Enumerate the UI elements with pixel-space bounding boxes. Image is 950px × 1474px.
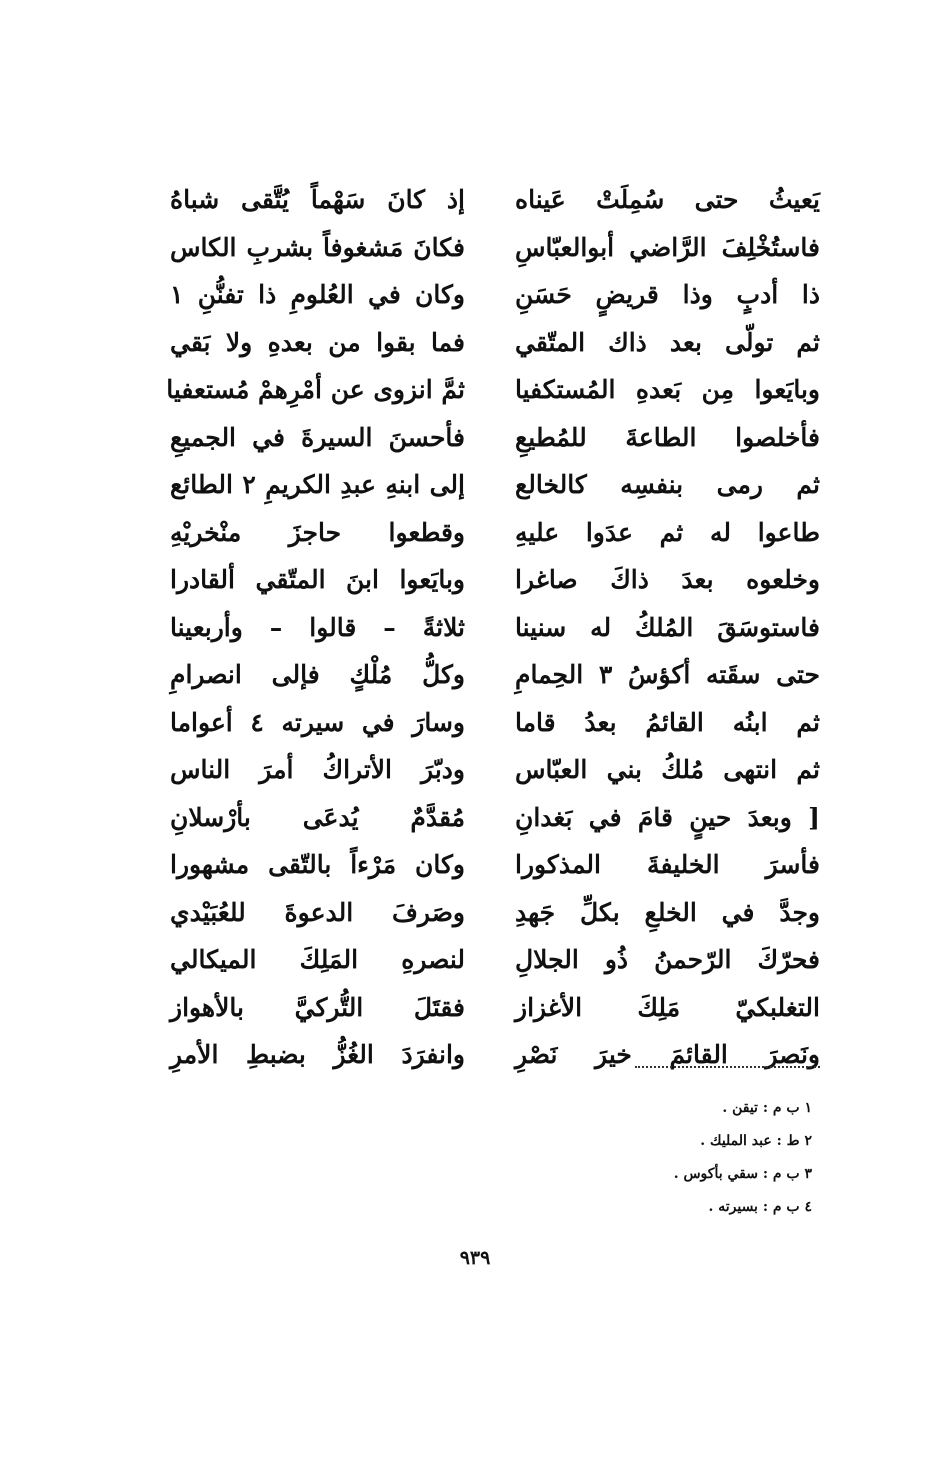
- verse-second-hemistich: ثلاثةً – قالوا – وأربعينا: [170, 612, 465, 642]
- verse-second-hemistich: ودبّرَ الأتراكُ أمرَ الناس: [170, 755, 465, 785]
- footnote: ٢ ط : عبد المليك .: [700, 1133, 812, 1149]
- verse-row: [170, 794, 820, 842]
- verse-first-hemistich: فأخلصوا الطاعةَ للمُطيعِ: [515, 422, 820, 452]
- verse-first-hemistich: ذا أدبٍ وذا قريضٍ حَسَنِ: [515, 280, 820, 310]
- verse-row: [170, 509, 820, 557]
- verse-second-hemistich: وسارَ في سيرته ٤ أعواما: [170, 707, 465, 737]
- verse-first-hemistich: ثم ابنُه القائمُ بعدُ قاما: [515, 707, 820, 737]
- verse-row: [170, 1031, 820, 1079]
- verse-second-hemistich: إذ كانَ سَهْماً يُتَّقى شباهُ: [170, 185, 465, 215]
- verse-row: [170, 556, 820, 604]
- verse-row: [170, 746, 820, 794]
- footnote: ٣ ب م : سقي بأكوس .: [673, 1166, 812, 1182]
- verse-first-hemistich: يَعيثُ حتى سُمِلَتْ عَيناه: [515, 185, 820, 215]
- verse-row: [170, 176, 820, 224]
- footnote: ١ ب م : تيقن .: [722, 1100, 812, 1116]
- footnotes-list: [540, 1092, 812, 1224]
- verse-first-hemistich: طاعوا له ثم عدَوا عليهِ: [515, 517, 820, 547]
- verse-first-hemistich: وبايَعوا مِن بَعدهِ المُستكفيا: [515, 375, 820, 405]
- verse-first-hemistich: ثم انتهى مُلكُ بني العبّاس: [515, 755, 820, 785]
- verse-first-hemistich: ونَصرَ القائمَ خيرَ نَصْرِ: [515, 1040, 820, 1070]
- verse-second-hemistich: فما بقوا من بعدهِ ولا بَقي: [170, 327, 465, 357]
- verse-first-hemistich: فاستُخْلِفَ الرَّاضي أبوالعبّاسِ: [515, 232, 820, 262]
- verse-second-hemistich: مُقدَّمٌ يُدعَى بأرْسلانِ: [170, 802, 465, 832]
- verse-second-hemistich: وكلُّ مُلْكٍ فإلى انصرامِ: [170, 660, 465, 690]
- footnote-separator: [635, 1066, 820, 1068]
- verse-second-hemistich: فقتَلَ التُّركيَّ بالأهواز: [170, 992, 465, 1022]
- verse-row: [170, 461, 820, 509]
- verse-first-hemistich: وجدَّ في الخلعِ بكلِّ جَهدِ: [515, 897, 820, 927]
- verse-first-hemistich: حتى سقَته أكؤسُ ٣ الحِمامِ: [515, 660, 820, 690]
- verse-second-hemistich: لنصرهِ المَلِكَ الميكالي: [170, 945, 465, 975]
- verse-first-hemistich: ثم رمى بنفسِه كالخالع: [515, 470, 820, 500]
- page-number: ٩٣٩: [459, 1247, 491, 1269]
- verse-second-hemistich: فأحسنَ السيرةَ في الجميعِ: [170, 422, 465, 452]
- verse-row: [170, 936, 820, 984]
- verse-first-hemistich: فحرّكَ الرّحمنُ ذُو الجلالِ: [515, 945, 820, 975]
- verse-first-hemistich: التغلبكيّ مَلِكَ الأغزاز: [515, 992, 820, 1022]
- verse-first-hemistich: ثم تولّى بعد ذاك المتّقي: [515, 327, 820, 357]
- verse-second-hemistich: ثمَّ انزوى عن أمْرِهمْ مُستعفيا: [166, 375, 465, 405]
- verse-second-hemistich: وكان مَرْءاً بالتّقى مشهورا: [170, 850, 465, 880]
- verse-row: [170, 271, 820, 319]
- verse-row: [170, 224, 820, 272]
- poem-block: [166, 176, 820, 1079]
- verse-second-hemistich: وكان في العُلومِ ذا تفنُّنِ ١: [170, 280, 465, 310]
- verse-row: [170, 699, 820, 747]
- verse-row: [170, 414, 820, 462]
- verse-first-hemistich: [ وبعدَ حينٍ قامَ في بَغدانِ: [515, 802, 820, 832]
- verse-second-hemistich: وقطعوا حاجزَ منْخريْهِ: [170, 517, 465, 547]
- verse-row: [166, 366, 820, 414]
- verse-row: [170, 889, 820, 937]
- verse-row: [170, 984, 820, 1032]
- verse-row: [170, 604, 820, 652]
- verse-second-hemistich: وصَرفَ الدعوةَ للعُبَيْدي: [170, 897, 465, 927]
- verse-row: [170, 319, 820, 367]
- verse-second-hemistich: وانفرَدَ الغُزُّ بضبطِ الأمرِ: [170, 1040, 465, 1070]
- verse-first-hemistich: فاستوسَقَ المُلكُ له سنينا: [515, 612, 820, 642]
- verse-first-hemistich: فأسرَ الخليفةَ المذكورا: [515, 850, 820, 880]
- verse-second-hemistich: إلى ابنهِ عبدِ الكريمِ ٢ الطائع: [170, 470, 465, 500]
- verse-second-hemistich: فكانَ مَشغوفاً بشربِ الكاس: [170, 232, 465, 262]
- verse-row: [170, 651, 820, 699]
- verse-second-hemistich: وبايَعوا ابنَ المتّقي ألقادرا: [170, 565, 465, 595]
- verse-first-hemistich: وخلعوه بعدَ ذاكَ صاغرا: [515, 565, 820, 595]
- verse-row: [170, 841, 820, 889]
- footnote: ٤ ب م : بسيرته .: [708, 1199, 812, 1215]
